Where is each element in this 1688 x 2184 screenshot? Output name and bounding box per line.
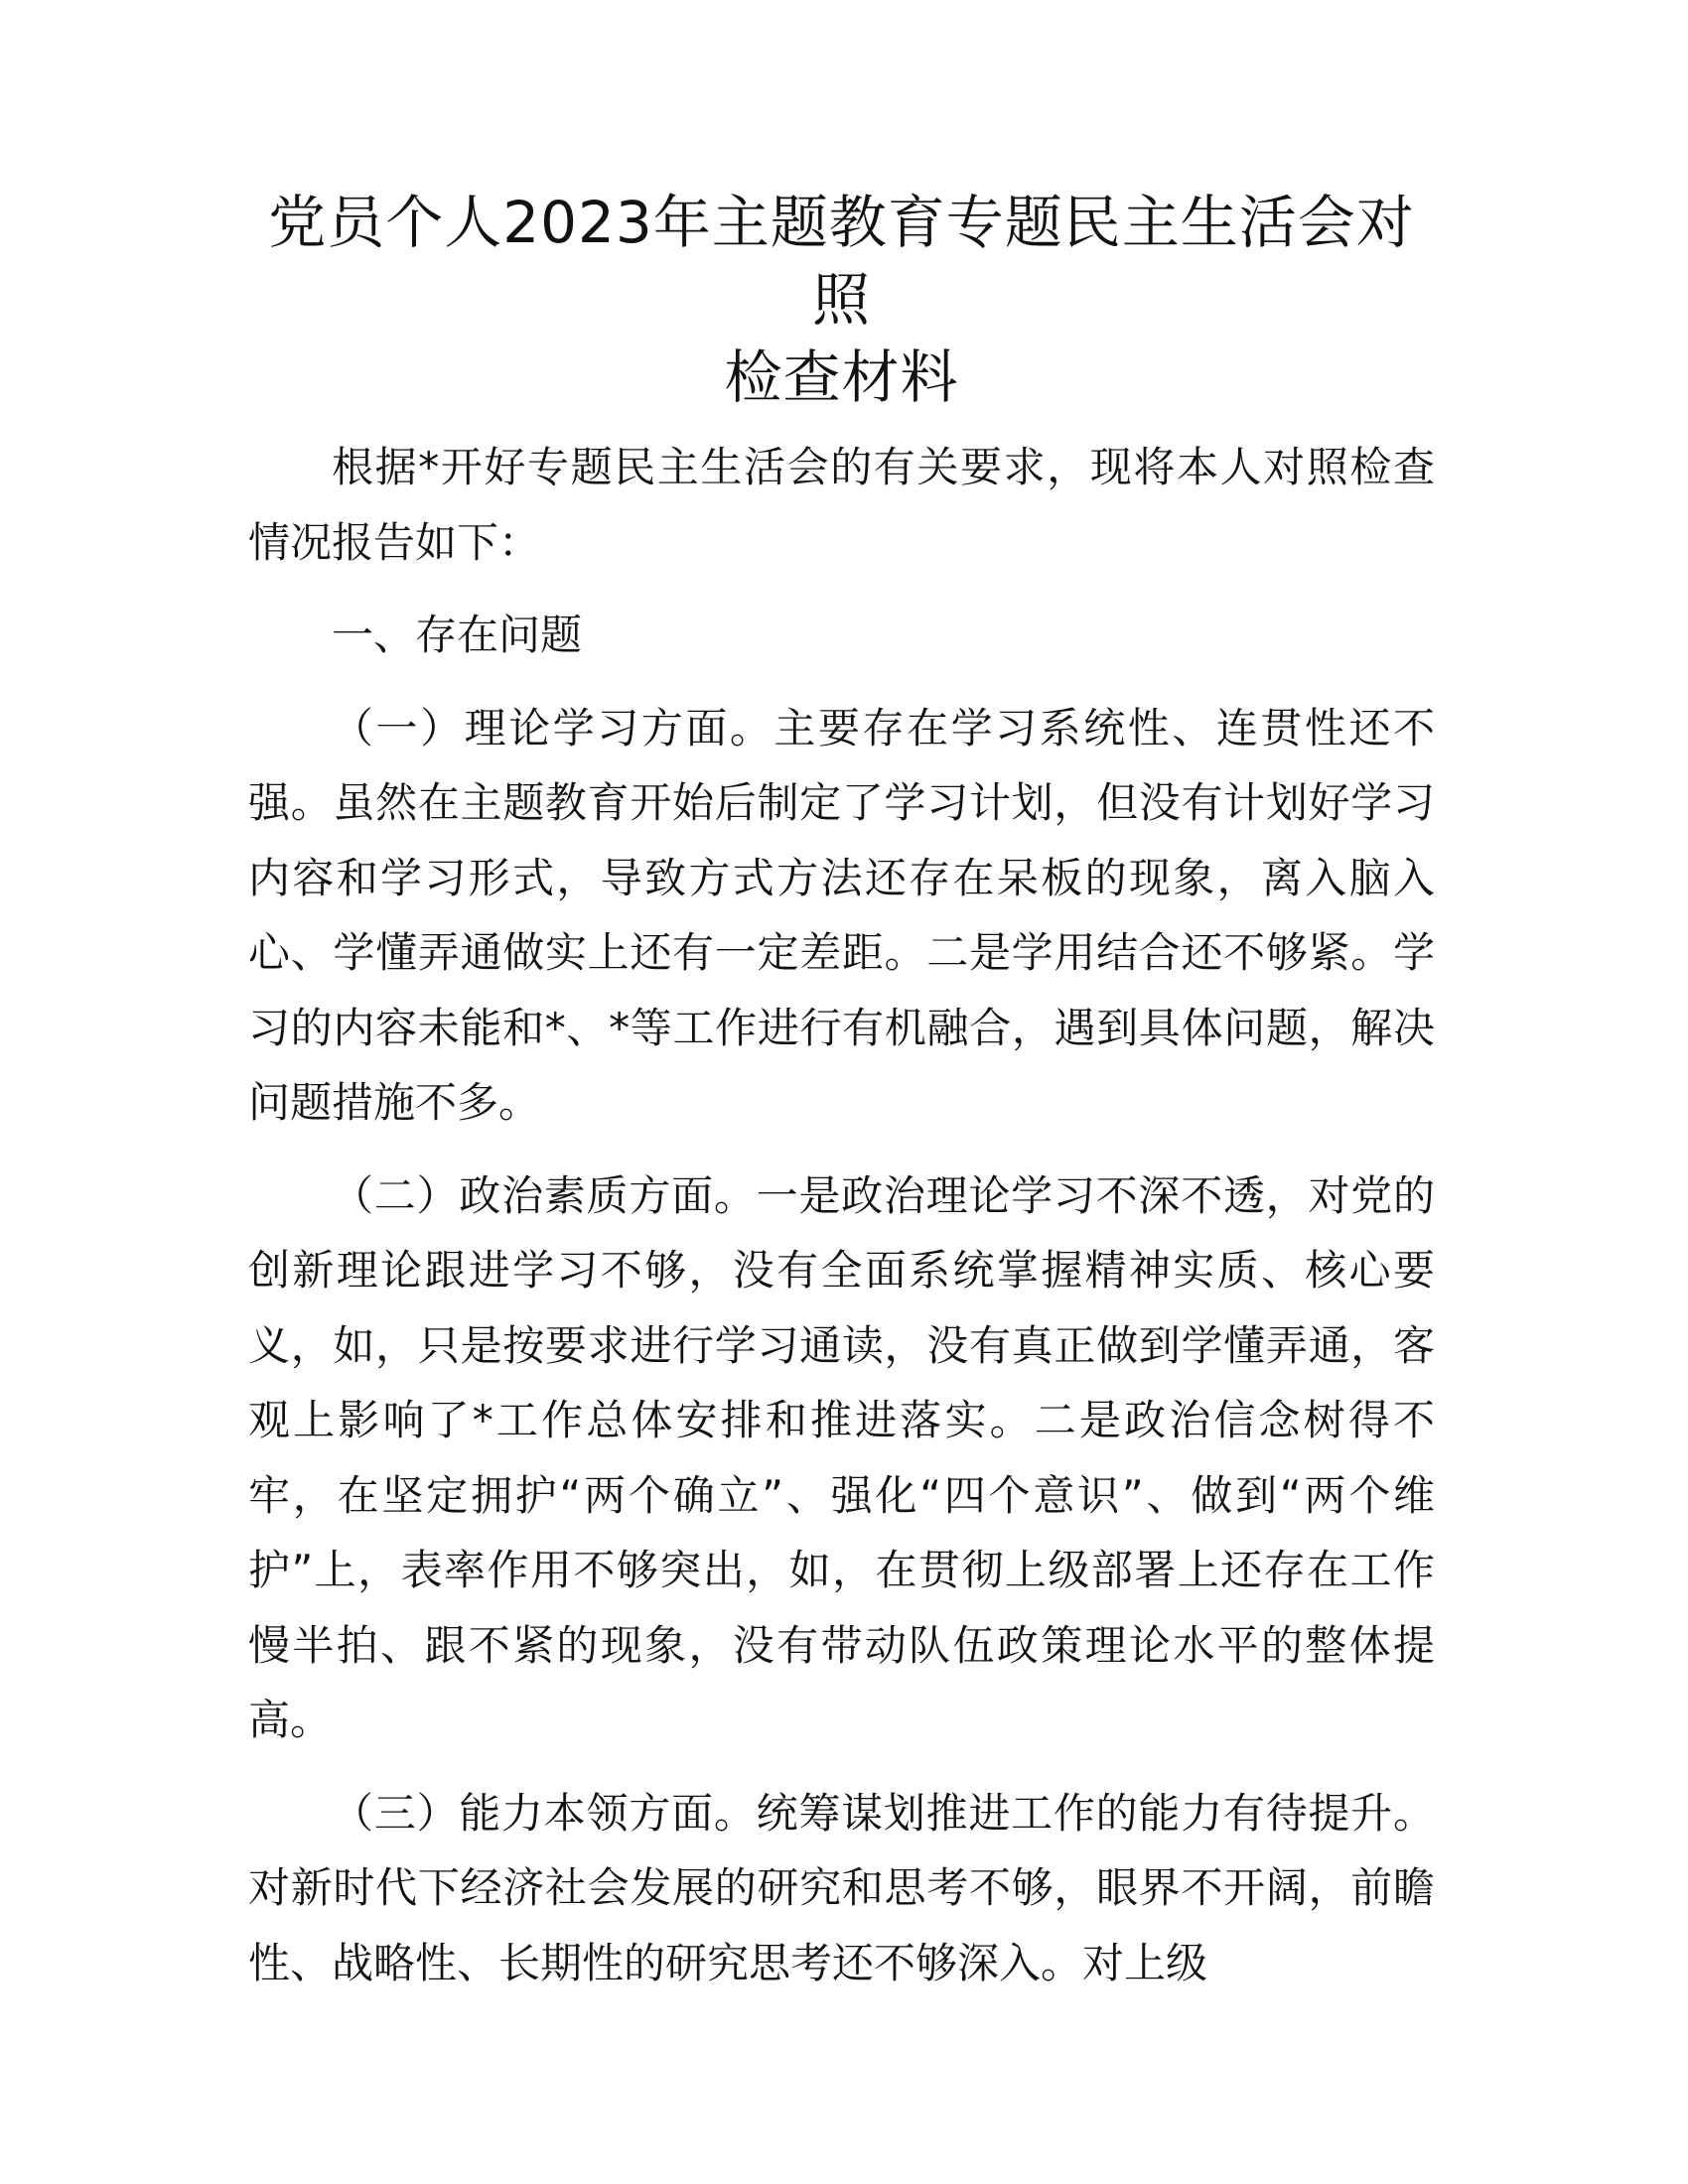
item-ability: （三）能力本领方面。统筹谋划推进工作的能力有待提升。对新时代下经济社会发展的研究和思考不够，眼界不开阔，前瞻性、战略性、长期性的研究思考还不够深入。对上级 [248,1788,1435,1987]
document-page [248,184,1435,2018]
document-title [248,184,1435,416]
intro-paragraph: 根据*开好专题民主生活会的有关要求，现将本人对照检查情况报告如下： [248,443,1435,567]
item-theory-study: （一）理论学习方面。主要存在学习系统性、连贯性还不强。虽然在主题教育开始后制定了学习计划，但没有计划好学习内容和学习形式，导致方式方法还存在呆板的现象，离入脑入心、学懂弄通做实上还有一定差距。二是学用结合还不够紧。学习的内容未能和*、*等工作进行有机融合，遇到具体问题，解决问题措施不多。 [248,703,1435,1127]
title-line-1: 党员个人2023年主题教育专题民主生活会对照 [268,189,1415,334]
item-political-quality: （二）政治素质方面。一是政治理论学习不深不透，对党的创新理论跟进学习不够，没有全面系统掌握精神实质、核心要义，如，只是按要求进行学习通读，没有真正做到学懂弄通，客观上影响了*工作总体安排和推进落实。二是政治信念树得不牢，在坚定拥护“两个确立”、强化“四个意识”、做到“两个维护”上，表率作用不够突出，如，在贯彻上级部署上还存在工作慢半拍、跟不紧的现象，没有带动队伍政策理论水平的整体提高。 [248,1170,1435,1744]
section-heading-problems: 一、存在问题 [332,611,583,659]
title-line-2: 检查材料 [724,343,959,411]
